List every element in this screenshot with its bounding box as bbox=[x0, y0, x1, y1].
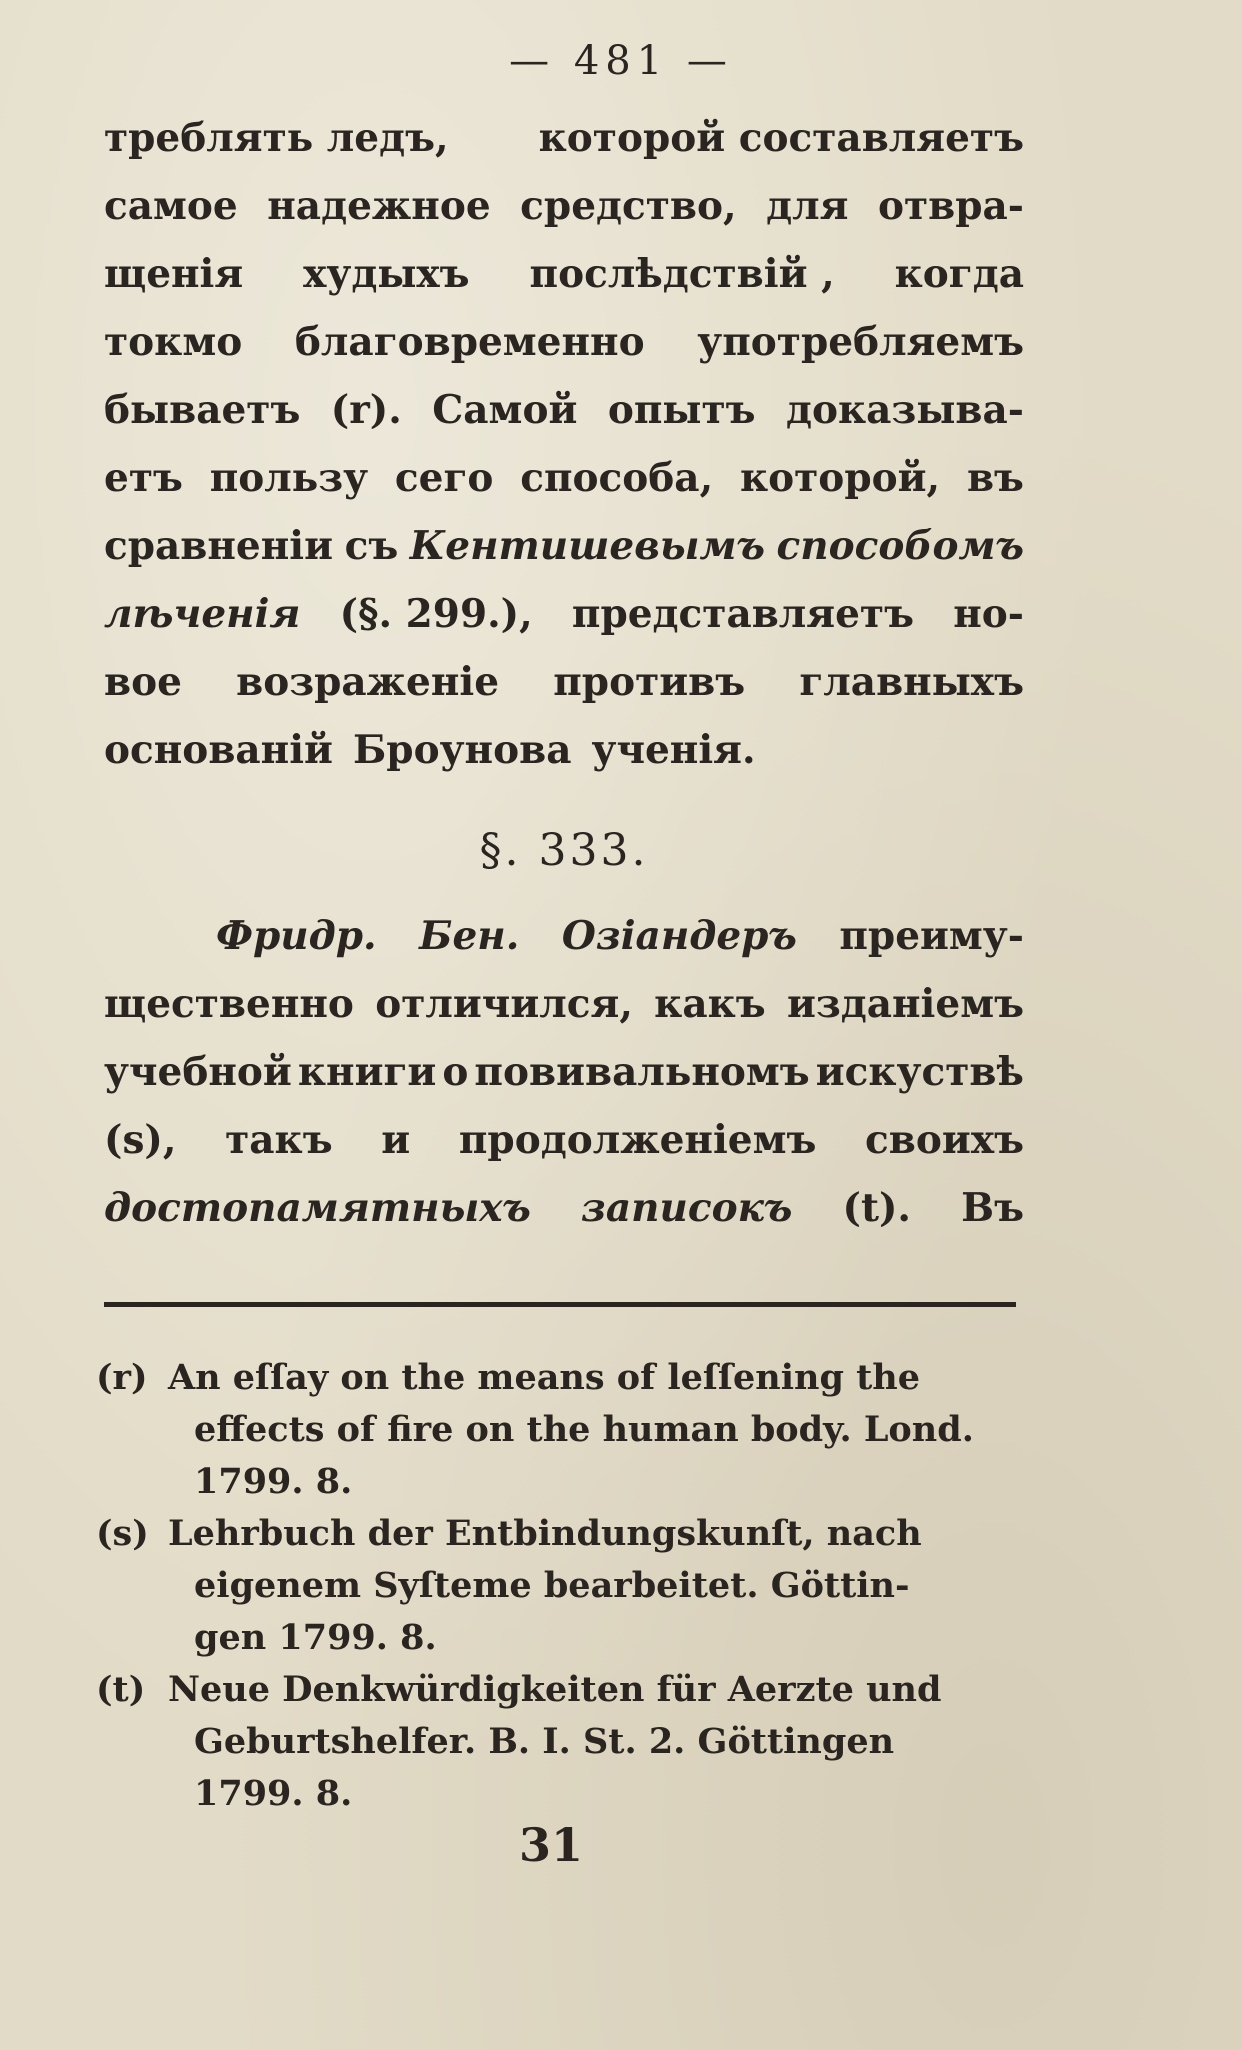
text-line bbox=[104, 1038, 1024, 1106]
word: способа, bbox=[520, 455, 714, 501]
text-line bbox=[104, 376, 1024, 444]
word: Самой bbox=[432, 387, 578, 433]
footnote-line: Lehrbuch der Entbindungskunſt, nach bbox=[168, 1513, 922, 1554]
word: противъ bbox=[553, 659, 746, 705]
word: для bbox=[766, 183, 849, 229]
word-italic: Озіандеръ bbox=[561, 913, 797, 959]
word: но- bbox=[953, 591, 1024, 637]
text-line bbox=[104, 970, 1024, 1038]
word: основаній bbox=[104, 727, 333, 773]
footnote-line: Geburtshelfer. B. I. St. 2. Göttingen bbox=[194, 1721, 895, 1762]
footnote-divider bbox=[104, 1302, 1016, 1307]
text-line bbox=[104, 716, 1024, 784]
word: ученія. bbox=[591, 727, 756, 773]
word: своихъ bbox=[865, 1117, 1024, 1163]
word: сравненіи bbox=[104, 523, 334, 569]
word: треблять ледъ, bbox=[104, 115, 449, 161]
word-italic: Кентишевымъ bbox=[409, 523, 765, 569]
footnote-line: An eſſay on the means of leſſening the bbox=[168, 1357, 920, 1398]
word: и bbox=[381, 1117, 411, 1163]
text-line bbox=[104, 172, 1024, 240]
footnote-line: eigenem Syſteme bearbeitet. Göttin- bbox=[194, 1565, 910, 1606]
text-line bbox=[104, 1106, 1024, 1174]
footnote-mark: (s) bbox=[96, 1513, 149, 1554]
word: преиму- bbox=[839, 913, 1024, 959]
word: въ bbox=[966, 455, 1024, 501]
word: повивальномъ bbox=[474, 1049, 810, 1095]
word: худыхъ bbox=[303, 251, 470, 297]
text-line bbox=[104, 512, 1024, 580]
word: самое bbox=[104, 183, 238, 229]
text-line bbox=[104, 240, 1024, 308]
word: когда bbox=[894, 251, 1024, 297]
footnote-mark: (r) bbox=[96, 1357, 148, 1398]
word: пользу bbox=[209, 455, 369, 501]
text-line bbox=[104, 308, 1024, 376]
word: средство, bbox=[520, 183, 737, 229]
word: которой, bbox=[739, 455, 941, 501]
word: етъ bbox=[104, 455, 183, 501]
text-line bbox=[104, 104, 1024, 172]
word: вое bbox=[104, 659, 182, 705]
word: надежное bbox=[267, 183, 491, 229]
word: отличился, bbox=[375, 981, 633, 1027]
word: Броунова bbox=[352, 727, 572, 773]
word: изданіемъ bbox=[786, 981, 1024, 1027]
word: бываетъ bbox=[104, 387, 301, 433]
text-line bbox=[104, 580, 1024, 648]
section-heading: §. 333. bbox=[479, 825, 649, 876]
page-number-header: — 481 — bbox=[509, 38, 733, 84]
word: представляетъ bbox=[571, 591, 915, 637]
word: щественно bbox=[104, 981, 354, 1027]
word: щенія bbox=[104, 251, 244, 297]
word: о bbox=[442, 1049, 469, 1095]
word-italic: Бен. bbox=[419, 913, 520, 959]
footnote-line: gen 1799. 8. bbox=[194, 1617, 437, 1658]
text-line bbox=[104, 648, 1024, 716]
word-italic: лѣченія bbox=[104, 591, 301, 637]
word: токмо bbox=[104, 319, 243, 365]
word: послѣдствій , bbox=[529, 251, 835, 297]
word-italic: способомъ bbox=[776, 523, 1024, 569]
word: (s), bbox=[104, 1117, 177, 1163]
word: которой составляетъ bbox=[538, 115, 1024, 161]
word: употребляемъ bbox=[697, 319, 1024, 365]
word-italic: достопамятныхъ bbox=[104, 1185, 531, 1231]
word: учебной bbox=[104, 1049, 292, 1095]
footnotes bbox=[96, 1352, 1016, 1820]
word: (§. 299.), bbox=[339, 591, 533, 637]
word: (t). bbox=[842, 1185, 911, 1231]
word: благовременно bbox=[294, 319, 645, 365]
word-italic: записокъ bbox=[581, 1185, 793, 1231]
word: такъ bbox=[225, 1117, 333, 1163]
footnote-line: Neue Denkwürdigkeiten für Aerzte und bbox=[168, 1669, 942, 1710]
word: Въ bbox=[961, 1185, 1024, 1231]
word: сего bbox=[394, 455, 494, 501]
word: опытъ bbox=[607, 387, 756, 433]
word: какъ bbox=[654, 981, 766, 1027]
text-line bbox=[104, 1174, 1024, 1242]
word: возраженіе bbox=[236, 659, 500, 705]
text-line bbox=[104, 444, 1024, 512]
footnote-line: effects of fire on the human body. Lond. bbox=[194, 1409, 974, 1450]
footnote bbox=[96, 1664, 1016, 1820]
footnote bbox=[96, 1508, 1016, 1664]
word: продолженіемъ bbox=[458, 1117, 817, 1163]
word: доказыва- bbox=[785, 387, 1024, 433]
word: искуствѣ bbox=[815, 1049, 1024, 1095]
footnote bbox=[96, 1352, 1016, 1508]
signature-mark: 31 bbox=[518, 1818, 583, 1872]
word-italic: Фридр. bbox=[216, 913, 377, 959]
word: съ bbox=[344, 523, 399, 569]
word: отвра- bbox=[877, 183, 1024, 229]
text-line bbox=[104, 902, 1024, 970]
word: (r). bbox=[330, 387, 402, 433]
footnote-mark: (t) bbox=[96, 1669, 146, 1710]
word: книги bbox=[297, 1049, 437, 1095]
footnote-line: 1799. 8. bbox=[194, 1773, 353, 1814]
footnote-line: 1799. 8. bbox=[194, 1461, 353, 1502]
body-text bbox=[104, 104, 1024, 1242]
word: главныхъ bbox=[799, 659, 1024, 705]
